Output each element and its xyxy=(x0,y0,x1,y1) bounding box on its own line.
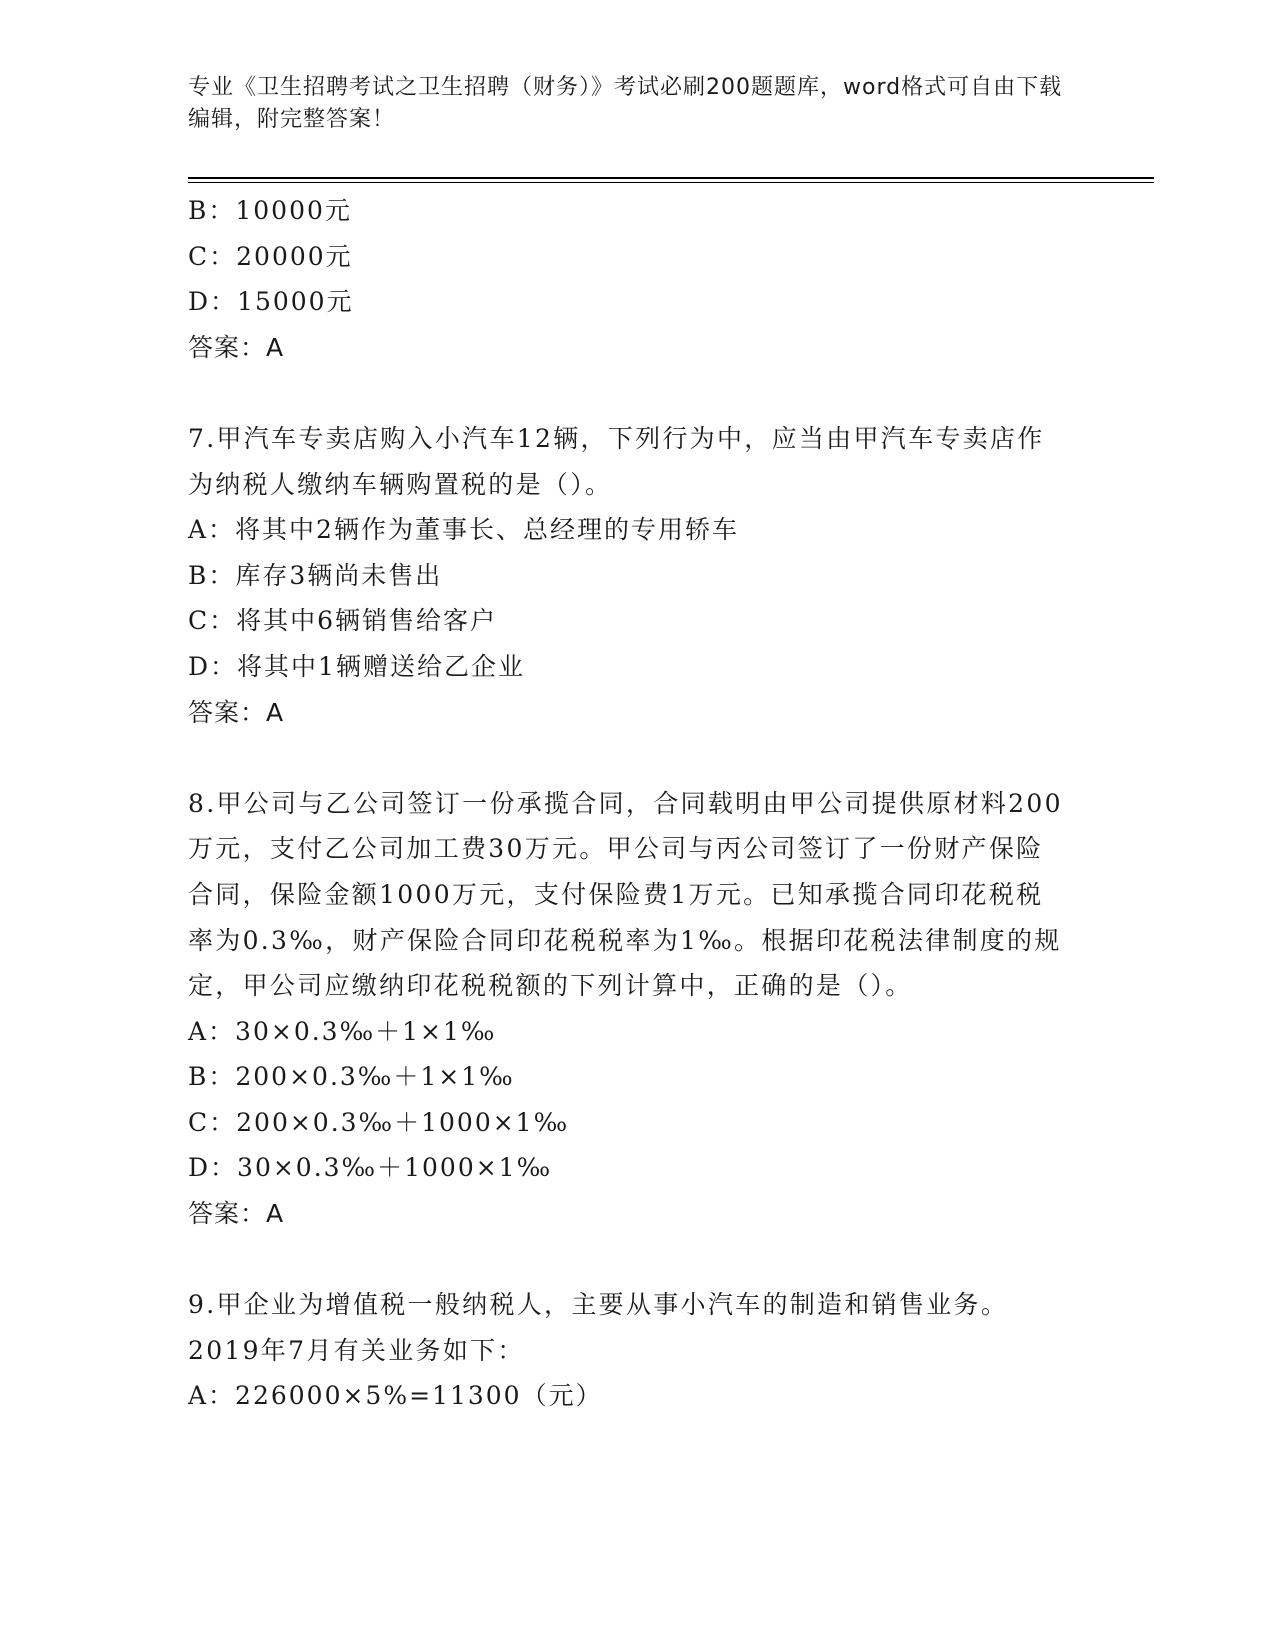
option-c: C：将其中6辆销售给客户 xyxy=(188,606,498,636)
question-8 xyxy=(188,781,1068,1237)
option-b: B：10000元 xyxy=(188,196,352,225)
option-d: D：将其中1辆赠送给乙企业 xyxy=(188,651,525,681)
option-a: A：30×0.3‰＋1×1‰ xyxy=(188,1016,497,1046)
document-body xyxy=(188,188,1068,1419)
question-9 xyxy=(188,1282,1068,1419)
answer-line: 答案：A xyxy=(188,697,285,727)
answer-line: 答案：A xyxy=(188,332,285,362)
document-header: 专业《卫生招聘考试之卫生招聘（财务）》考试必刷200题题库，word格式可自由下载编辑，附完整答案！ xyxy=(188,75,1063,132)
question-7 xyxy=(188,416,1068,735)
question-text: 7.甲汽车专卖店购入小汽车12辆，下列行为中，应当由甲汽车专卖店作为纳税人缴纳车辆购置税的是（）。 xyxy=(188,423,1045,499)
option-a: A：226000×5%=11300（元） xyxy=(188,1381,603,1411)
question-fragment xyxy=(188,188,1068,370)
header-rule-thick xyxy=(188,177,1154,179)
question-text: 8.甲公司与乙公司签订一份承揽合同，合同载明由甲公司提供原材料200万元，支付乙公司加工费30万元。甲公司与丙公司签订了一份财产保险合同，保险金额1000万元，支付保险费1万元。已知承揽合同印花税税率为0.3‰，财产保险合同印花税税率为1‰。根据印花税法律制度的规定，甲公司应缴纳印花税税额的下列计算中，正确的是（）。 xyxy=(188,788,1063,1001)
option-b: B：200×0.3‰＋1×1‰ xyxy=(188,1062,515,1092)
option-c: C：20000元 xyxy=(188,241,353,271)
option-d: D：15000元 xyxy=(188,287,354,317)
option-c: C：200×0.3‰＋1000×1‰ xyxy=(188,1107,570,1137)
question-text: 9.甲企业为增值税一般纳税人，主要从事小汽车的制造和销售业务。2019年7月有关业务如下： xyxy=(188,1290,1009,1365)
option-b: B：库存3辆尚未售出 xyxy=(188,560,443,590)
header-rule-thin xyxy=(188,182,1154,183)
option-a: A：将其中2辆作为董事长、总经理的专用轿车 xyxy=(188,515,739,545)
option-d: D：30×0.3‰＋1000×1‰ xyxy=(188,1153,553,1183)
answer-line: 答案：A xyxy=(188,1199,285,1229)
